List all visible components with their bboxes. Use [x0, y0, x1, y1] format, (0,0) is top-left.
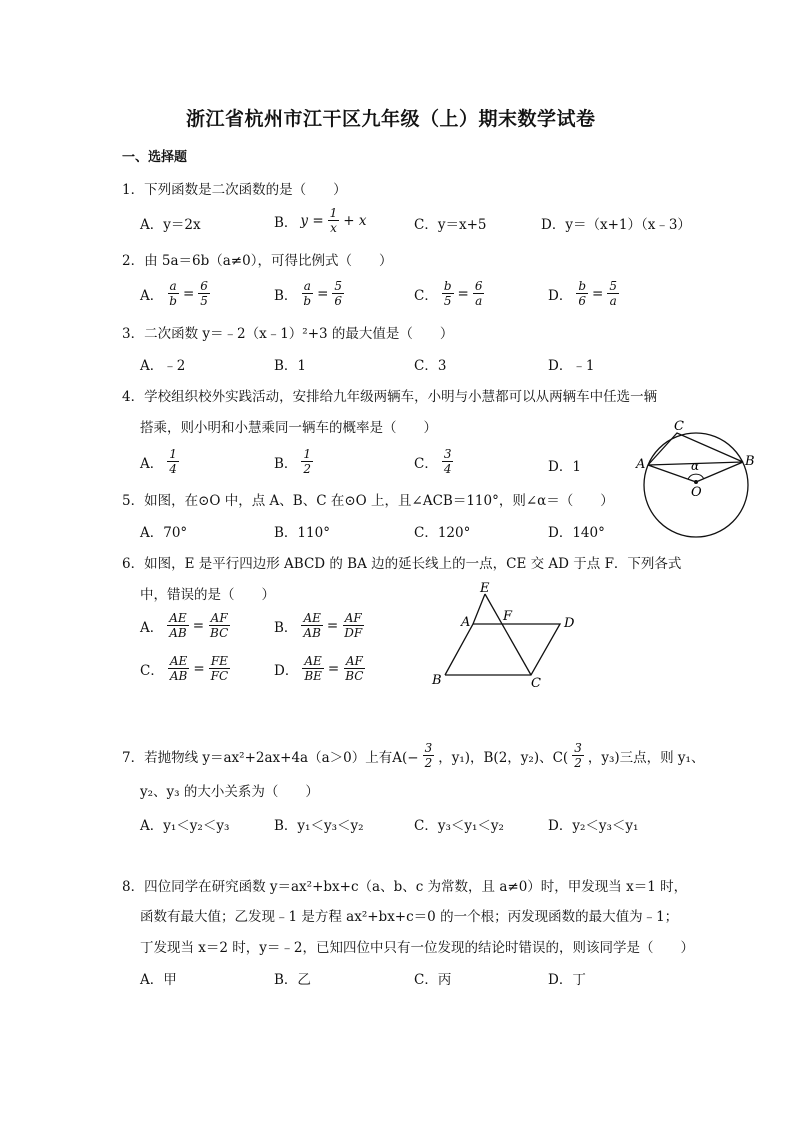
q2-d-n1: b — [578, 279, 587, 293]
q4-c-label: C． — [414, 455, 438, 472]
question-6-stem-line2: 中，错误的是（ ） — [140, 587, 275, 603]
q6-b-label: B． — [274, 619, 298, 636]
question-2-stem: 2．由 5a＝6b（a≠0），可得比例式（ ） — [122, 253, 393, 269]
q6-c-d2: FC — [210, 669, 229, 683]
q1-b-tail: + x — [343, 212, 367, 229]
q2-d-label: D． — [548, 287, 573, 304]
q6-d-d2: BC — [345, 669, 364, 683]
q6-b-n1: AE — [303, 611, 321, 625]
q6-d-label: D． — [274, 662, 299, 679]
q4-option-a — [140, 447, 180, 476]
q7-option-a: A．y₁＜y₂＜y₃ — [140, 818, 230, 834]
q2-b-d1: b — [303, 294, 312, 308]
q2-a-n1: a — [169, 279, 177, 293]
q5-option-d: D．140° — [548, 525, 605, 541]
q2-b-frac1 — [301, 279, 313, 308]
q2-b-n1: a — [303, 279, 311, 293]
q3-option-a: A．﹣2 — [140, 358, 186, 374]
q7-f2-den: 2 — [574, 756, 582, 770]
q2-c-d2: a — [475, 294, 483, 308]
q2-a-n2: 6 — [200, 279, 208, 293]
q5-option-a: A．70° — [140, 525, 188, 541]
question-4-stem-line1: 4．学校组织校外实践活动，安排给九年级两辆车，小明与小慧都可以从两辆车中任选一辆 — [122, 389, 658, 405]
q7-frac-c — [572, 741, 584, 770]
question-5-stem: 5．如图，在⊙O 中，点 A、B、C 在⊙O 上，且∠ACB＝110°，则∠α＝（ ） — [122, 493, 614, 509]
q6-option-d: D． $\frac{AE}{BE}$ = $\frac{AF}{BC}$ — [274, 654, 364, 683]
q2-option-a: A． $\frac{a}{b}$ = $\frac{6}{5}$ — [140, 279, 208, 308]
q6-b-frac1 — [301, 611, 322, 640]
q7-frac-a — [423, 741, 435, 770]
q4-c-num: 3 — [443, 447, 452, 461]
label-alpha: α — [691, 459, 700, 473]
q2-c-n1: b — [443, 279, 452, 293]
label-b: B — [432, 673, 442, 688]
question-6-stem-line1: 6．如图，E 是平行四边形 ABCD 的 BA 边的延长线上的一点，CE 交 AD 于点 F．下列各式 — [122, 556, 682, 572]
q6-d-n2: AF — [345, 654, 363, 668]
q7-option-b: B．y₁＜y₃＜y₂ — [274, 818, 364, 834]
label-c: C — [674, 419, 684, 434]
q4-a-label: A． — [140, 455, 164, 472]
q4-option-b — [274, 447, 314, 476]
q6-option-b: B． $\frac{AE}{AB}$ = $\frac{AF}{DF}$ — [274, 611, 363, 640]
q6-parallelogram-figure — [425, 580, 585, 692]
q6-c-d1: AB — [169, 669, 188, 683]
q6-a-d1: AB — [169, 626, 187, 640]
q4-a-frac — [167, 447, 179, 476]
q7-f1-den: 2 — [424, 756, 433, 770]
segment-ae — [473, 594, 485, 624]
q1-option-c: C．y＝x+5 — [414, 217, 487, 233]
q6-c-frac2 — [209, 654, 231, 683]
q8-option-b: B．乙 — [274, 972, 311, 988]
q4-a-num: 1 — [169, 447, 177, 461]
q6-b-frac2 — [342, 611, 364, 640]
label-e: E — [480, 581, 490, 596]
q8-option-c: C．丙 — [414, 972, 452, 988]
q6-a-n2: AF — [210, 611, 228, 625]
q4-a-den: 4 — [169, 462, 177, 476]
q2-d-n2: 5 — [609, 279, 617, 293]
q8-option-a: A．甲 — [140, 972, 177, 988]
label-c: C — [531, 676, 541, 691]
q5-circle-figure — [630, 415, 790, 540]
q6-b-n2: AF — [344, 611, 362, 625]
q3-option-d: D．﹣1 — [548, 358, 595, 374]
q1-option-d: D．y＝（x+1）（x﹣3） — [541, 217, 691, 233]
q6-d-frac2 — [343, 654, 365, 683]
q4-b-den: 2 — [303, 462, 312, 476]
q6-c-frac1 — [168, 654, 189, 683]
radius-ob — [696, 462, 743, 482]
q2-c-label: C． — [414, 287, 438, 304]
q4-b-frac — [301, 447, 313, 476]
q3-option-b: B．1 — [274, 358, 307, 374]
q6-b-d1: AB — [303, 626, 321, 640]
q6-c-n1: AE — [169, 654, 188, 668]
q6-d-n1: AE — [304, 654, 322, 668]
q2-a-label: A． — [140, 287, 164, 304]
q8-option-d: D．丁 — [548, 972, 586, 988]
q6-c-label: C． — [140, 662, 164, 679]
q7-f2-num: 3 — [574, 741, 582, 755]
q2-b-label: B． — [274, 287, 298, 304]
q7-stem-part-b: ，y₁)，B(2，y₂)、C( — [438, 749, 569, 766]
q2-a-d1: b — [169, 294, 177, 308]
q6-a-frac1 — [167, 611, 188, 640]
radius-oa — [648, 465, 696, 482]
question-7-stem-line2: y₂、y₃ 的大小关系为（ ） — [140, 784, 319, 800]
question-8-stem-line3: 丁发现当 x＝2 时，y＝﹣2，已知四位中只有一位发现的结论时错误的，则该同学是（ ） — [140, 940, 694, 956]
label-f: F — [503, 609, 513, 624]
q2-b-frac2 — [332, 279, 344, 308]
q4-c-den: 4 — [443, 462, 452, 476]
q6-a-label: A． — [140, 619, 164, 636]
question-3-stem: 3．二次函数 y＝﹣2（x﹣1）²+3 的最大值是（ ） — [122, 326, 454, 342]
q6-a-d2: BC — [210, 626, 229, 640]
q6-a-n1: AE — [169, 611, 187, 625]
q3-option-c: C．3 — [414, 358, 447, 374]
q1-b-den: x — [330, 221, 337, 235]
q1-b-label: B． — [274, 214, 298, 231]
question-7-stem-line1 — [122, 741, 704, 770]
q4-b-label: B． — [274, 455, 298, 472]
q5-option-b: B．110° — [274, 525, 330, 541]
q2-b-n2: 5 — [334, 279, 343, 293]
q2-c-frac1 — [442, 279, 454, 308]
q2-d-d2: a — [609, 294, 617, 308]
q2-d-frac2 — [607, 279, 619, 308]
q4-b-num: 1 — [303, 447, 312, 461]
q2-c-d1: 5 — [443, 294, 452, 308]
q1-b-fraction — [328, 206, 340, 235]
label-d: D — [564, 616, 575, 631]
q6-option-c: C． $\frac{AE}{AB}$ = $\frac{FE}{FC}$ — [140, 654, 229, 683]
q1-option-a: A．y＝2x — [140, 217, 201, 233]
q2-d-frac1 — [576, 279, 588, 308]
label-a: A — [636, 457, 646, 472]
q2-c-frac2 — [473, 279, 485, 308]
q2-option-b: B． $\frac{a}{b}$ = $\frac{5}{6}$ — [274, 279, 343, 308]
q2-a-frac1 — [167, 279, 179, 308]
q7-option-c: C．y₃＜y₁＜y₂ — [414, 818, 504, 834]
segment-ec — [485, 594, 531, 675]
q6-d-frac1 — [302, 654, 324, 683]
q6-option-a: A． $\frac{AE}{AB}$ = $\frac{AF}{BC}$ — [140, 611, 229, 640]
q1-b-lhs: y = — [300, 212, 324, 229]
question-4-stem-line2: 搭乘，则小明和小慧乘同一辆车的概率是（ ） — [140, 420, 437, 436]
q6-b-d2: DF — [344, 626, 363, 640]
q4-option-d: D．1 — [548, 459, 581, 475]
q1-option-b — [274, 206, 367, 235]
q7-stem-part-c: ，y₃)三点，则 y₁、 — [587, 749, 705, 766]
q6-c-n2: FE — [210, 654, 228, 668]
section-heading-choice: 一、选择题 — [122, 150, 188, 165]
label-o: O — [691, 485, 702, 500]
parallelogram-abcd — [445, 624, 560, 675]
page-title: 浙江省杭州市江干区九年级（上）期末数学试卷 — [186, 108, 596, 130]
question-8-stem-line1: 8．四位同学在研究函数 y＝ax²+bx+c（a、b、c 为常数，且 a≠0）时，甲发现当 x＝1 时， — [122, 879, 688, 895]
q2-option-c: C． $\frac{b}{5}$ = $\frac{6}{a}$ — [414, 279, 483, 308]
q1-b-num: 1 — [329, 206, 338, 220]
q2-a-d2: 5 — [200, 294, 208, 308]
q6-a-frac2 — [208, 611, 230, 640]
center-point — [694, 480, 698, 484]
q7-option-d: D．y₂＜y₃＜y₁ — [548, 818, 639, 834]
q2-b-d2: 6 — [334, 294, 343, 308]
q4-c-frac — [442, 447, 454, 476]
q2-option-d: D． $\frac{b}{6}$ = $\frac{5}{a}$ — [548, 279, 617, 308]
label-b: B — [745, 454, 755, 469]
q7-f1-num: 3 — [424, 741, 433, 755]
question-8-stem-line2: 函数有最大值；乙发现﹣1 是方程 ax²+bx+c＝0 的一个根；丙发现函数的最大值为﹣1； — [140, 909, 679, 925]
q2-c-n2: 6 — [474, 279, 483, 293]
q6-d-d1: BE — [304, 669, 322, 683]
q7-stem-part-a: 7．若抛物线 y＝ax²+2ax+4a（a＞0）上有A(− — [122, 749, 419, 766]
label-a: A — [461, 615, 471, 630]
question-1-stem: 1．下列函数是二次函数的是（ ） — [122, 182, 347, 198]
q5-option-c: C．120° — [414, 525, 471, 541]
q2-d-d1: 6 — [578, 294, 586, 308]
angle-alpha-arc — [688, 474, 704, 479]
q4-option-c — [414, 447, 454, 476]
q2-a-frac2 — [198, 279, 210, 308]
